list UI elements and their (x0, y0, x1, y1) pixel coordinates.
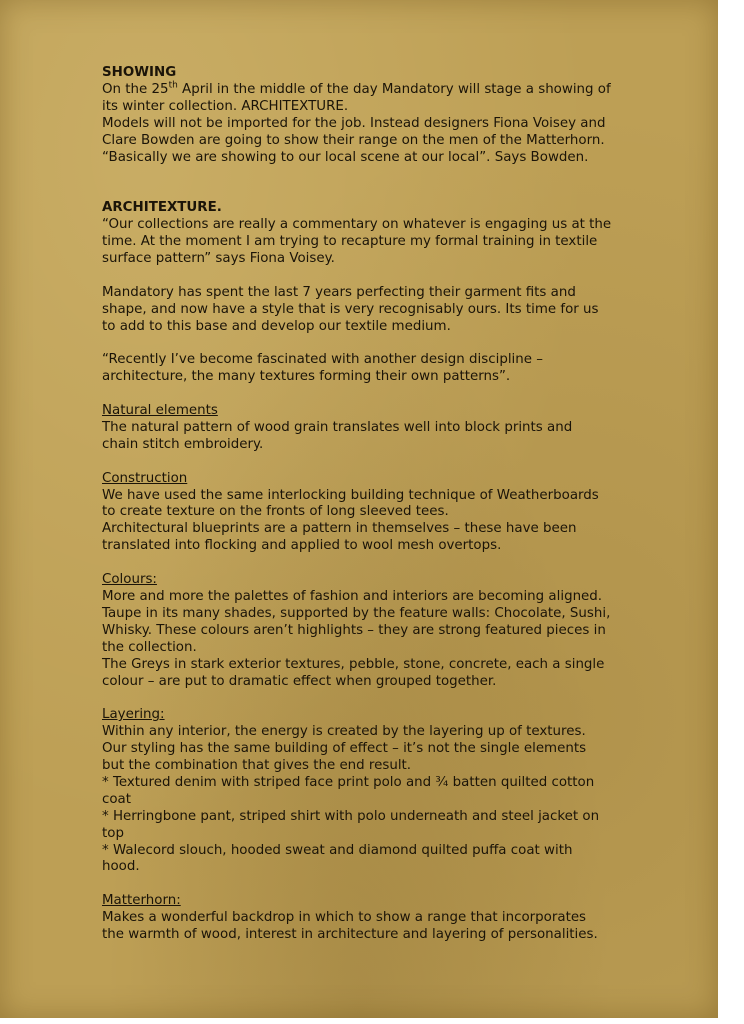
heading-layering: Layering: (102, 707, 165, 723)
architexture-para2: Mandatory has spent the last 7 years perfecting their garment fits and shape, and now have a style that is very recognisably ours. Its time for us to add to this base and develop our textile medium. (102, 284, 599, 334)
section-showing (102, 65, 612, 166)
architexture-para3: “Recently I’ve become fascinated with another design discipline – architecture, the many textures forming their own patterns”. (102, 352, 543, 385)
natural-text: The natural pattern of wood grain translates well into block prints and chain stitch embroidery. (102, 419, 573, 452)
showing-line1-sup: th (168, 80, 178, 91)
construction-line2: Architectural blueprints are a pattern in themselves – these have been translated into flocking and applied to wool mesh overtops. (102, 521, 577, 554)
heading-showing: SHOWING (102, 65, 177, 80)
layering-item: * Herringbone pant, striped shirt with polo underneath and steel jacket on top (102, 808, 600, 841)
heading-construction: Construction (102, 470, 188, 486)
heading-colours: Colours: (102, 572, 157, 588)
section-colours (102, 572, 612, 690)
layering-item: * Textured denim with striped face print polo and ¾ batten quilted cotton coat (102, 774, 595, 807)
section-architexture (102, 200, 612, 268)
matterhorn-text: Makes a wonderful backdrop in which to show a range that incorporates the warmth of wood, interest in architecture and layering of personalities. (102, 910, 598, 943)
colours-line1: More and more the palettes of fashion and interiors are becoming aligned. Taupe in its many shades, supported by the feature walls: Chocolate, Sushi, Whisky. These colours aren’t highlights – they are strong featured pieces in the collection. (102, 589, 611, 655)
heading-natural: Natural elements (102, 403, 218, 419)
heading-architexture: ARCHITEXTURE. (102, 200, 222, 216)
layering-item: * Walecord slouch, hooded sweat and diamond quilted puffa coat with hood. (102, 842, 573, 875)
architexture-para1: “Our collections are really a commentary on whatever is engaging us at the time. At the moment I am trying to recapture my formal training in textile surface pattern” says Fiona Voisey. (102, 217, 612, 266)
showing-line1-end: April in the middle of the day Mandatory will stage a showing of its winter collection. ARCHITEXTURE. (102, 81, 611, 114)
section-construction (102, 471, 612, 556)
layering-line1: Within any interior, the energy is created by the layering up of textures. (102, 724, 586, 740)
colours-line2: The Greys in stark exterior textures, pebble, stone, concrete, each a single colour – are put to dramatic effect when grouped together. (102, 656, 605, 689)
construction-line1: We have used the same interlocking building technique of Weatherboards to create texture on the fronts of long sleeved tees. (102, 487, 599, 520)
layering-line2: Our styling has the same building of effect – it’s not the single elements but the combination that gives the end result. (102, 741, 587, 774)
section-architexture-2 (102, 285, 612, 336)
showing-line1-start: On the 25 (102, 81, 169, 97)
document-body (102, 65, 612, 961)
section-matterhorn (102, 893, 612, 944)
section-architexture-3 (102, 352, 612, 386)
section-natural (102, 403, 612, 454)
heading-matterhorn: Matterhorn: (102, 893, 181, 909)
section-layering (102, 707, 612, 876)
showing-line2: Models will not be imported for the job. Instead designers Fiona Voisey and Clare Bowden are going to show their range on the men of the Matterhorn. “Basically we are showing to our local scene at our local”. Says Bowden. (102, 115, 606, 165)
showing-line1 (102, 82, 612, 116)
